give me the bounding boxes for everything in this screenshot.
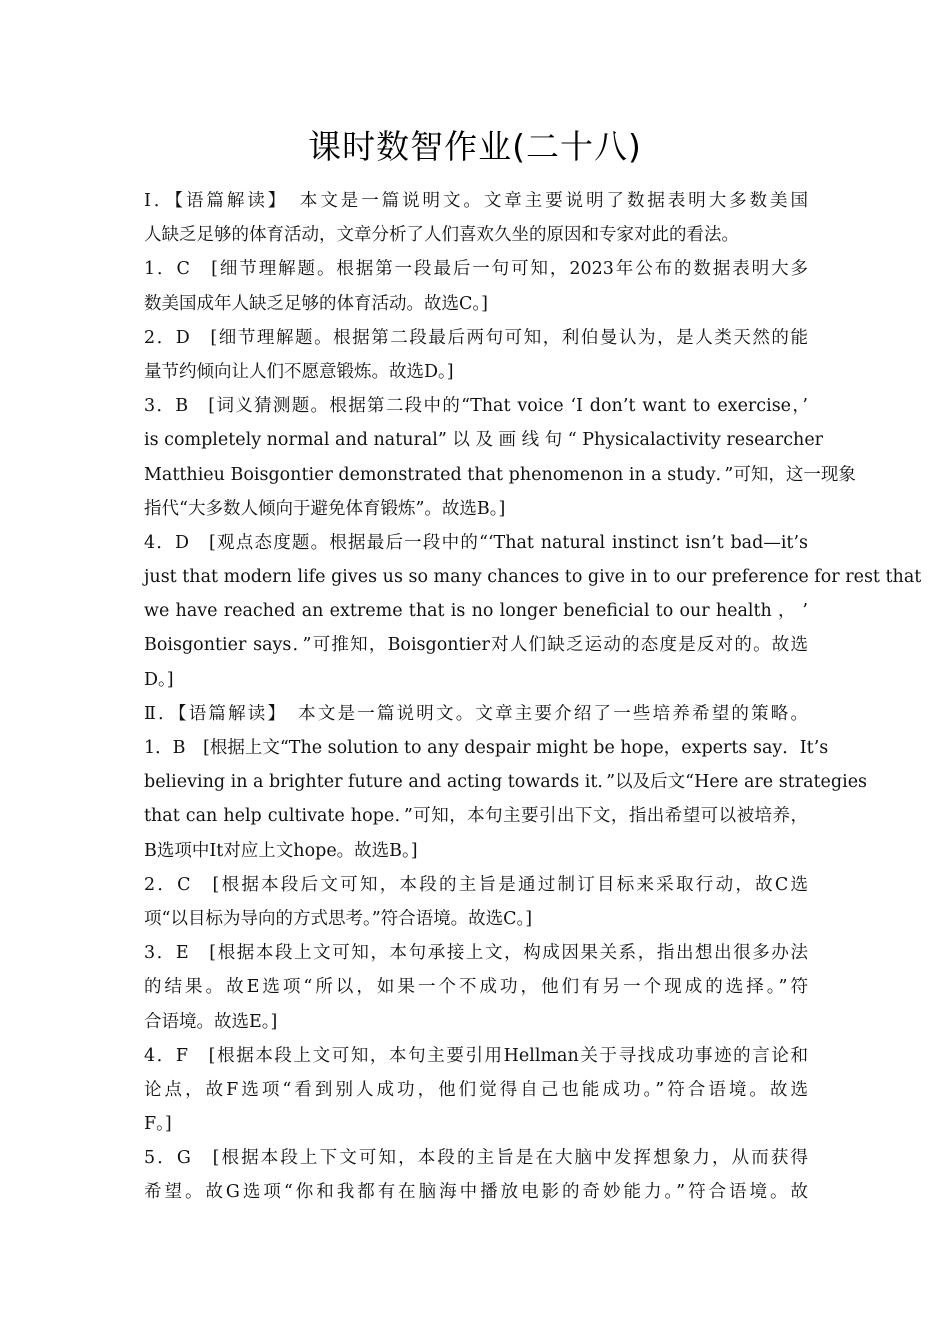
text-line: 2．D [细节理解题。根据第二段最后两句可知，利伯曼认为，是人类天然的能 — [144, 327, 808, 348]
text-line: 量节约倾向让人们不愿意锻炼。故选D。] — [144, 361, 454, 382]
text-line: 希望。故G选项“你和我都有在脑海中播放电影的奇妙能力。”符合语境。故 — [144, 1182, 808, 1203]
text-line: 数美国成年人缺乏足够的体育活动。故选C。] — [144, 293, 488, 314]
text-line: D。] — [144, 669, 174, 690]
text-line: F。] — [144, 1114, 172, 1135]
text-line: 人缺乏足够的体育活动，文章分析了人们喜欢久坐的原因和专家对此的看法。 — [144, 225, 739, 246]
text-line: Ⅱ．【语篇解读】 本文是一篇说明文。文章主要介绍了一些培养希望的策略。 — [144, 703, 808, 724]
text-line: 3．B [词义猜测题。根据第二段中的“That voice ‘I don’t want to exercise，’ — [144, 396, 808, 417]
text-line: 项“以目标为导向的方式思考。”符合语境。故选C。] — [144, 908, 533, 929]
page-title: 课时数智作业(二十八) — [308, 127, 642, 166]
text-line: 4．F [根据本段上文可知，本句主要引用Hellman关于寻找成功事迹的言论和 — [144, 1045, 808, 1066]
text-line: 论点，故F选项“看到别人成功，他们觉得自己也能成功。”符合语境。故选 — [144, 1079, 808, 1100]
text-line: 合语境。故选E。] — [144, 1011, 278, 1032]
text-line: 1．C [细节理解题。根据第一段最后一句可知，2023年公布的数据表明大多 — [144, 259, 808, 280]
text-line: is completely normal and natural” 以 及 画 线 句 “ Physicalactivity researcher — [144, 430, 824, 451]
text-line: 5．G [根据本段上下文可知，本段的主旨是在大脑中发挥想象力，从而获得 — [144, 1148, 808, 1169]
text-line: 1．B [根据上文“The solution to any despair might be hope，experts say．It’s — [144, 738, 829, 758]
text-line: 2．C [根据本段后文可知，本段的主旨是通过制订目标来采取行动，故C选 — [144, 874, 808, 895]
text-line: Boisgontier says．”可推知，Boisgontier对人们缺乏运动的态度是反对的。故选 — [144, 635, 808, 656]
text-line: 指代“大多数人倾向于避免体育锻炼”。故选B。] — [144, 498, 506, 519]
text-line: we have reached an extreme that is no longer beneficial to our health ， ’ — [144, 601, 808, 622]
text-line: 4．D [观点态度题。根据最后一段中的“‘That natural instinct isn’t bad—it’s — [144, 532, 808, 553]
text-line: Matthieu Boisgontier demonstrated that phenomenon in a study．”可知，这一现象 — [144, 464, 856, 485]
text-line: just that modern life gives us so many chances to give in to our preference for rest that — [144, 567, 922, 588]
text-line: 3．E [根据本段上文可知，本句承接上文，构成因果关系，指出想出很多办法 — [144, 943, 808, 964]
answer-body — [144, 184, 922, 1210]
text-line: 的结果。故E选项“所以，如果一个不成功，他们有另一个现成的选择。”符 — [144, 977, 808, 998]
text-line: that can help cultivate hope．”可知，本句主要引出下文，指出希望可以被培养， — [144, 806, 808, 827]
text-line: believing in a brighter future and acting towards it．”以及后文“Here are strategies — [144, 772, 868, 793]
text-line: Ⅰ．【语篇解读】 本文是一篇说明文。文章主要说明了数据表明大多数美国 — [144, 191, 808, 211]
text-line: B选项中It对应上文hope。故选B。] — [144, 840, 418, 861]
